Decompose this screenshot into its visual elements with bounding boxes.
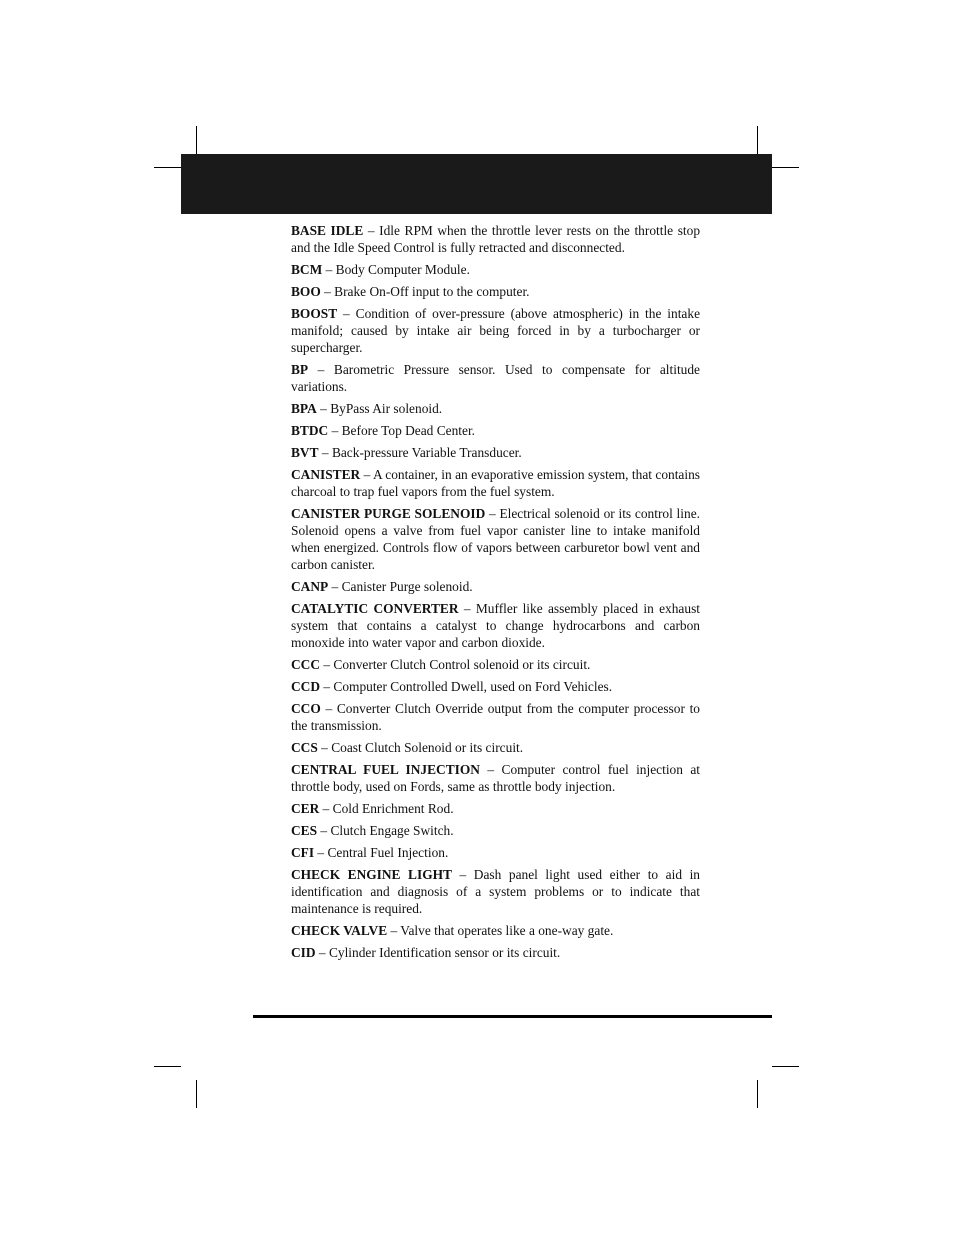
glossary-entry: CHECK ENGINE LIGHT – Dash panel light used either to aid in identification and diagnosis of a system problems or to indicate that maintenance is required. (291, 867, 700, 916)
glossary-entry: CCO – Converter Clutch Override output from the computer processor to the transmission. (291, 701, 701, 733)
glossary-entry: CCS – Coast Clutch Solenoid or its circuit. (291, 740, 524, 755)
glossary-entry: CATALYTIC CONVERTER – Muffler like assembly placed in exhaust system that contains a catalyst to change hydrocarbons and carbon monoxide into water vapor and carbon dioxide. (291, 601, 701, 650)
glossary-entry: BTDC – Before Top Dead Center. (291, 423, 476, 438)
glossary-term: BPA (291, 401, 317, 416)
glossary-term: CCD (291, 679, 321, 694)
glossary-entry: BOOST – Condition of over-pressure (above atmospheric) in the intake manifold; caused by intake air being forced in by a turbocharger or supercharger. (291, 306, 701, 355)
crop-mark-top-left-horizontal (154, 167, 181, 168)
glossary-term: BVT (291, 445, 319, 460)
glossary-definition: Coast Clutch Solenoid or its circuit. (331, 740, 524, 755)
glossary-entry: BASE IDLE – Idle RPM when the throttle lever rests on the throttle stop and the Idle Speed Control is fully retracted and disconnected. (291, 223, 701, 255)
glossary-definition: Muffler like assembly placed in exhaust system that contains a catalyst to change hydrocarbons and carbon monoxide into water vapor and carbon dioxide. (291, 601, 701, 650)
glossary-entry: CCC – Converter Clutch Control solenoid or its circuit. (291, 657, 591, 672)
glossary-term: BOO (291, 284, 321, 299)
glossary-definition: Clutch Engage Switch. (330, 823, 454, 838)
glossary-definition: Idle RPM when the throttle lever rests on the throttle stop and the Idle Speed Control is fully retracted and disconnected. (291, 223, 701, 255)
crop-mark-bottom-right-vertical (757, 1080, 758, 1108)
footer-rule (253, 1015, 772, 1018)
glossary-term: BP (291, 362, 309, 377)
glossary-term: CANISTER (291, 467, 361, 482)
glossary-definition: Computer Controlled Dwell, used on Ford Vehicles. (333, 679, 613, 694)
glossary-term: BASE IDLE (291, 223, 364, 238)
glossary-definition: A container, in an evaporative emission system, that contains charcoal to trap fuel vapors from the fuel system. (291, 467, 701, 499)
glossary-term: CANP (291, 579, 329, 594)
glossary-definition: Back-pressure Variable Transducer. (331, 445, 522, 460)
glossary-term: BOOST (291, 306, 338, 321)
glossary-definition: Dash panel light used either to aid in identification and diagnosis of a system problems or to indicate that maintenance is required. (291, 867, 700, 916)
glossary-term: BTDC (291, 423, 329, 438)
glossary-definition: ByPass Air solenoid. (330, 401, 443, 416)
glossary-entry: CID – Cylinder Identification sensor or its circuit. (291, 945, 561, 960)
glossary-entry: BCM – Body Computer Module. (291, 262, 470, 277)
crop-mark-bottom-left-vertical (196, 1080, 197, 1108)
glossary-definition: Cold Enrichment Rod. (332, 801, 454, 816)
glossary-definition: Before Top Dead Center. (341, 423, 476, 438)
glossary-entry: CFI – Central Fuel Injection. (291, 845, 449, 860)
page-header-bar (181, 154, 772, 214)
glossary-definition: Electrical solenoid or its control line. Solenoid opens a valve from fuel vapor canister line to intake manifold when energized. Controls flow of vapors between carburetor bowl vent and carbon canister. (291, 506, 700, 572)
glossary-entry: CCD – Computer Controlled Dwell, used on Ford Vehicles. (291, 679, 613, 694)
crop-mark-bottom-left-horizontal (154, 1066, 181, 1067)
glossary-term: CCC (291, 657, 321, 672)
glossary-entry: CANISTER PURGE SOLENOID – Electrical solenoid or its control line. Solenoid opens a valve from fuel vapor canister line to intake manifold when energized. Controls flow of vapors between carburetor bowl vent and carbon canister. (291, 506, 700, 572)
glossary-definition: Body Computer Module. (335, 262, 470, 277)
glossary-list (291, 222, 700, 966)
glossary-term: CCO (291, 701, 321, 716)
glossary-definition: Barometric Pressure sensor. Used to compensate for altitude variations. (291, 362, 701, 394)
glossary-entry: CENTRAL FUEL INJECTION – Computer control fuel injection at throttle body, used on Fords, same as throttle body injection. (291, 762, 701, 794)
glossary-entry: BOO – Brake On-Off input to the computer. (291, 284, 530, 299)
glossary-term: CATALYTIC CONVERTER (291, 601, 459, 616)
glossary-term: CHECK VALVE (291, 923, 388, 938)
glossary-definition: Canister Purge solenoid. (341, 579, 473, 594)
glossary-term: CANISTER PURGE SOLENOID (291, 506, 486, 521)
glossary-term: CFI (291, 845, 315, 860)
glossary-term: CID (291, 945, 316, 960)
glossary-definition: Cylinder Identification sensor or its circuit. (328, 945, 561, 960)
glossary-definition: Computer control fuel injection at throttle body, used on Fords, same as throttle body injection. (291, 762, 701, 794)
glossary-definition: Converter Clutch Control solenoid or its circuit. (333, 657, 591, 672)
glossary-term: CER (291, 801, 320, 816)
glossary-definition: Central Fuel Injection. (327, 845, 449, 860)
glossary-definition: Condition of over-pressure (above atmospheric) in the intake manifold; caused by intake air being forced in by a turbocharger or supercharger. (291, 306, 701, 355)
glossary-entry: BP – Barometric Pressure sensor. Used to compensate for altitude variations. (291, 362, 701, 394)
glossary-entry: CANISTER – A container, in an evaporative emission system, that contains charcoal to trap fuel vapors from the fuel system. (291, 467, 701, 499)
glossary-entry: BPA – ByPass Air solenoid. (291, 401, 443, 416)
crop-mark-bottom-right-horizontal (772, 1066, 799, 1067)
glossary-entry: BVT – Back-pressure Variable Transducer. (291, 445, 522, 460)
glossary-term: CHECK ENGINE LIGHT (291, 867, 452, 882)
crop-mark-top-left-vertical (196, 126, 197, 154)
glossary-term: CCS (291, 740, 318, 755)
glossary-entry: CER – Cold Enrichment Rod. (291, 801, 454, 816)
glossary-term: CES (291, 823, 318, 838)
glossary-term: CENTRAL FUEL INJECTION (291, 762, 480, 777)
glossary-entry: CHECK VALVE – Valve that operates like a one-way gate. (291, 923, 614, 938)
glossary-definition: Valve that operates like a one-way gate. (400, 923, 614, 938)
crop-mark-top-right-horizontal (772, 167, 799, 168)
glossary-term: BCM (291, 262, 323, 277)
crop-mark-top-right-vertical (757, 126, 758, 154)
glossary-entry: CANP – Canister Purge solenoid. (291, 579, 473, 594)
glossary-definition: Brake On-Off input to the computer. (334, 284, 530, 299)
glossary-entry: CES – Clutch Engage Switch. (291, 823, 454, 838)
glossary-definition: Converter Clutch Override output from the computer processor to the transmission. (291, 701, 701, 733)
